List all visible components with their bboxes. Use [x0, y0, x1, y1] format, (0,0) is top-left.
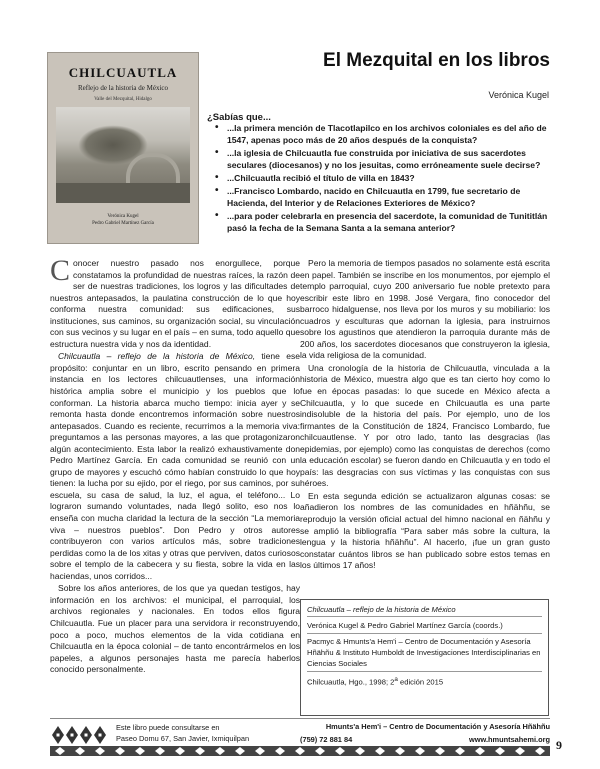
book-cover-subtitle: Reflejo de la historia de México [78, 84, 168, 92]
book-cover-image [47, 52, 199, 244]
footer-phone: (759) 72 881 84 [300, 735, 353, 744]
article-author: Verónica Kugel [488, 90, 549, 100]
book-cover-title: CHILCUAUTLA [68, 65, 178, 80]
footer-organization: Hmunts'a Hem'i – Centro de Documentación y Asesoría Hñähñu [325, 722, 550, 731]
fact-item: • ...la iglesia de Chilcuautla fue construida por iniciativa de sus sacerdotes seculares (diocesanos) y no los jesuitas, como erróneamente suele decirse? [215, 147, 555, 172]
paragraph-text: tiene ese propósito: conjuntar en un libro, escrito pensando en primera instancia en los lectores chilcuautlenses, una información histórica amplia sobre el municipio y los pueblos que lo conforman. La historia abarca mucho tiempo: inicia ayer y se remonta hasta donde encontremos información sobre nuestros antepasados. Cuando es reciente, recurrimos a la memoria viva: preguntamos a las personas mayores, a las que protagonizaron algún acontecimiento. Esta labor la realizó exhaustivamente don Pedro Martínez García. En cada comunidad se reunió con un grupo de mayores y escuchó cómo habían construido lo que hoy tienen: la lucha por su ejido, por el riego, por sus caminos, por su escuela, su casa de salud, la luz, el agua, el teléfono... Lo lograron sumando voluntades, nada llegó solito, eso nos lo enseña con mucha claridad la lectura de la sección “La memoria viva – nuestros pueblos”. Don Pedro y otros autores contribuyeron con varios artículos más, sobre tradiciones perdidas como la de los xitas y otras que perviven, datos curiosos sobre el templo de la cabecera y su fiesta, sobre la vida en las haciendas, unos corridos... [50, 351, 300, 581]
ground-shape [56, 183, 190, 203]
body-paragraph: Pero la memoria de tiempos pasados no solamente está escrita en papel. También se inscribe en los monumentos, por ejemplo el templo parroquial, cuyo 200 aniversario fue noble pretexto para escribir este libro en 1998. José Vergara, fino conocedor del barroco hidalguense, nos lleva por los muros y su mobiliario: los cuadros y esculturas que adornan la iglesia, para instruirnos sobre los agustinos que atendieron la parroquia durante más de 200 años, los sacerdotes diocesanos que construyeron la iglesia, la vida religiosa de la comunidad. [300, 258, 550, 361]
book-cover-authors [48, 213, 198, 227]
facts-heading: ¿Sabías que... [207, 112, 271, 123]
fact-item: • ...para poder celebrarla en presencia del sacerdote, la comunidad de Tunititlán pasó la fecha de la Semana Santa a la semana anterior? [215, 210, 555, 235]
biblio-publisher: Pacmyc & Hmunts'a Hem'i – Centro de Documentación y Asesoría Hñähñu & Instituto Humboldt de Investigaciones Interdisciplinarias en Ciencias Sociales [307, 633, 542, 669]
decorative-border-icon [50, 746, 550, 756]
body-column-left [50, 254, 300, 676]
biblio-edition [307, 671, 542, 688]
body-paragraph [50, 254, 300, 350]
body-paragraph [50, 351, 300, 582]
fact-item: • ...Chilcuautla recibió el título de villa en 1843? [215, 172, 555, 184]
body-column-right [300, 258, 550, 572]
biblio-title: Chilcuautla – reflejo de la historia de México [307, 604, 542, 617]
facts-list [215, 122, 555, 235]
footer-website[interactable]: www.hmuntsahemi.org [468, 735, 550, 744]
biblio-authors: Verónica Kugel & Pedro Gabriel Martínez García (coords.) [307, 621, 503, 630]
arch-shape [126, 153, 180, 185]
paragraph-text: onocer nuestro pasado nos enorgullece, porque constatamos la profundidad de nuestras raíces, la razón de ser de nuestras tradiciones, los logros y las dificultades de nuestros antepasados, la paulatina construcción de lo que hoy conforma nuestra comunidad: sus edificaciones, sus instituciones, sus caminos, su organización social, su vinculación con sus vecinos y su lugar en el país – en suma, todo aquello que estructura nuestra vida y nos da identidad. [50, 258, 300, 349]
fact-item: • ...la primera mención de Tlacotlapilco en los archivos coloniales es del año de 1547, apenas poco más de 20 años después de la conquista? [215, 122, 555, 147]
article-title: El Mezquital en los libros [323, 50, 550, 71]
book-title-italic: Chilcuautla – reflejo de la historia de México, [58, 351, 256, 362]
page-number: 9 [556, 738, 562, 752]
decorative-pattern-icon [50, 722, 110, 748]
book-cover-author-2: Pedro Gabriel Martínez García [92, 221, 154, 226]
book-cover-location: Valle del Mezquital, Hidalgo [94, 97, 152, 102]
bibliography-box [300, 599, 549, 716]
drop-cap: C [50, 254, 71, 287]
footer-consult [116, 722, 249, 744]
body-paragraph: En esta segunda edición se actualizaron algunas cosas: se añadieron los nombres de las comunidades en hñähñu, se reprodujo la versión oficial actual del himno nacional en ñähñu y se amplió la bibliografía “Para saber más sobre la cultura, la lengua y la historia hñähñu”. Al hacerlo, ¡fue un gran gusto constatar cuántos libros se han publicado sobre estos temas en los últimos 17 años! [300, 490, 550, 571]
body-paragraph: Una cronología de la historia de Chilcuautla, vinculada a la historia de México, muestra algo que es tan cierto hoy como lo fue en épocas pasadas: lo que sucede en México afecta a Chilcuautla, y lo que sucede en Chilcuautla es una parte indisoluble de la historia del país. Por ejemplo, uno de los firmantes de la Constitución de 1824, Francisco Lombardo, fue chilcuautlense. Y por otro lado, tanto las desgracias (las epidemias, por ejemplo) como las conquistas de derechos (como la educación escolar) se fueron dando en Chilcuautla y en todo el país: las desgracias con sus víctimas y las conquistas con sus héroes. [300, 362, 550, 489]
page-footer [50, 718, 550, 755]
fact-item: • ...Francisco Lombardo, nacido en Chilcuautla en 1799, fue secretario de Hacienda, del Interior y de Relaciones Exteriores de México? [215, 185, 555, 210]
biblio-edition-prefix: Chilcuautla, Hgo., 1998; 2 [307, 677, 395, 687]
book-cover-photo [56, 107, 190, 203]
footer-consult-address: Paseo Domu 67, San Javier, Ixmiquilpan [116, 734, 250, 743]
biblio-edition-suffix: edición 2015 [397, 677, 444, 687]
biblio-edition-sup: a [394, 676, 398, 683]
book-cover-author-1: Verónica Kugel [107, 214, 139, 219]
footer-consult-line-1: Este libro puede consultarse en [116, 723, 220, 732]
body-paragraph: Sobre los años anteriores, de los que ya quedan testigos, hay información en los archivos: el municipal, el parroquial, los archivos regionales y nacionales. En todos ellos figura Chilcuautla. Fue un placer para una servidora ir reconstruyendo, poco a poco, muchos elementos de la vida cotidiana en Chilcuautla en la época colonial – de tanto encontrármelos en los papeles, a algunos personajes hasta me parecía haberlos conocido personalmente. [50, 583, 300, 675]
